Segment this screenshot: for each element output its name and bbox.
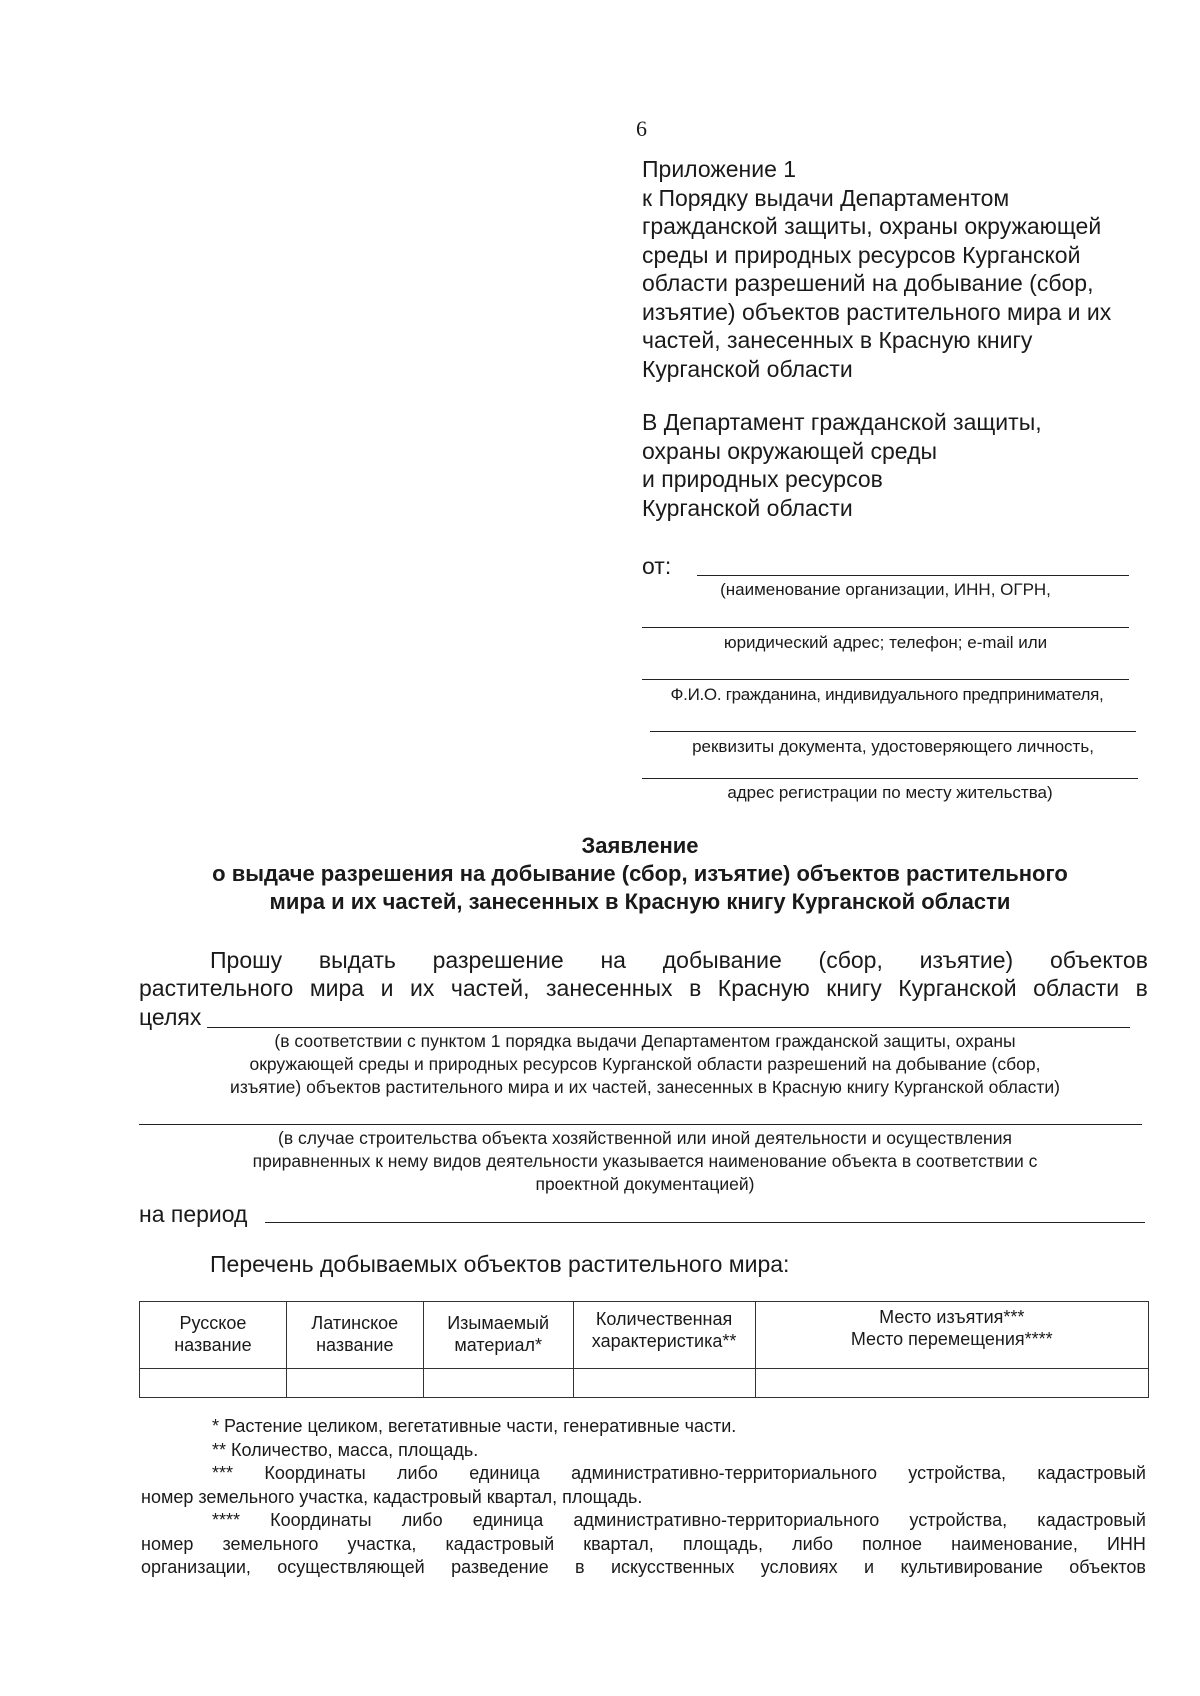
period-label: на период <box>139 1201 248 1227</box>
appendix-line: Курганской области <box>642 355 853 382</box>
table-header-row <box>140 1302 1149 1369</box>
table-cell[interactable] <box>140 1369 287 1398</box>
from-label: от: <box>642 553 672 579</box>
applicant-person-line[interactable] <box>642 679 1129 680</box>
purpose-label: целях <box>139 1004 202 1030</box>
footnote-1: * Растение целиком, вегетативные части, генеративные части. <box>212 1416 737 1436</box>
page-number: 6 <box>636 116 647 141</box>
purpose-fill-line[interactable] <box>207 1027 1130 1028</box>
footnote-4-line-3: организации, осуществляющей разведение в искусственных условиях и культивирование объектов <box>141 1557 1146 1577</box>
footnote-3-line-2: номер земельного участка, кадастровый квартал, площадь. <box>141 1486 643 1507</box>
footnote-4-line-2: номер земельного участка, кадастровый квартал, площадь, либо полное наименование, ИНН <box>141 1533 1146 1554</box>
appendix-line: частей, занесенных в Красную книгу <box>642 327 1033 353</box>
appendix-line: Приложение 1 <box>642 156 797 182</box>
from-caption: юридический адрес; телефон; e-mail или <box>723 633 1048 652</box>
table-row <box>140 1369 1149 1398</box>
column-header: Место изъятия*** Место перемещения**** <box>755 1302 1148 1369</box>
from-caption: адрес регистрации по месту жительства) <box>727 783 1053 802</box>
appendix-line: изъятие) объектов растительного мира и их <box>642 298 1112 325</box>
applicant-id-line[interactable] <box>650 731 1136 732</box>
column-header: Количественная характеристика** <box>573 1302 755 1369</box>
list-heading: Перечень добываемых объектов растительного мира: <box>210 1251 790 1277</box>
period-fill-line[interactable] <box>265 1222 1145 1223</box>
table-cell[interactable] <box>423 1369 573 1398</box>
applicant-registration-line[interactable] <box>642 778 1138 779</box>
title-line: о выдаче разрешения на добывание (сбор, изъятие) объектов растительного <box>212 861 1068 886</box>
footnote-2: ** Количество, масса, площадь. <box>212 1439 479 1460</box>
table-cell[interactable] <box>286 1369 423 1398</box>
object-fill-line[interactable] <box>139 1124 1142 1125</box>
table-cell[interactable] <box>573 1369 755 1398</box>
applicant-name-line[interactable] <box>697 575 1129 576</box>
appendix-line: гражданской защиты, охраны окружающей <box>642 213 1102 239</box>
object-note: (в случае строительства объекта хозяйственной или иной деятельности и осуществления приравненных к нему видов деятельности указывается наименование объекта в соответствии с проектной документацией) <box>252 1128 1038 1194</box>
appendix-line: среды и природных ресурсов Курганской <box>642 241 1081 268</box>
request-line-1: Прошу выдать разрешение на добывание (сбор, изъятие) объектов <box>210 947 1148 973</box>
applicant-address-line[interactable] <box>642 627 1129 628</box>
footnote-4-line-1: **** Координаты либо единица административно-территориального устройства, кадастровый <box>212 1510 1146 1530</box>
recipient-line: охраны окружающей среды <box>642 437 938 464</box>
document-title <box>120 832 1160 916</box>
title-line: Заявление <box>581 833 699 858</box>
recipient-line: и природных ресурсов <box>642 466 883 492</box>
appendix-line: области разрешений на добывание (сбор, <box>642 270 1094 296</box>
from-caption: Ф.И.О. гражданина, индивидуального предпринимателя, <box>670 685 1104 704</box>
recipient-line: В Департамент гражданской защиты, <box>642 409 1042 435</box>
from-caption: реквизиты документа, удостоверяющего личность, <box>692 737 1094 756</box>
footnote-3-line-1: *** Координаты либо единица административно-территориального устройства, кадастровый <box>212 1463 1146 1483</box>
plants-table <box>139 1301 1149 1398</box>
purpose-note: (в соответствии с пунктом 1 порядка выдачи Департаментом гражданской защиты, охраны окружающей среды и природных ресурсов Курганской области разрешений на добывание (сбор, изъятие) объектов растительного мира и их частей, занесенных в Красную книгу Курганской области) <box>230 1031 1060 1097</box>
appendix-line: к Порядку выдачи Департаментом <box>642 184 1010 211</box>
table-cell[interactable] <box>755 1369 1148 1398</box>
from-caption: (наименование организации, ИНН, ОГРН, <box>720 580 1051 599</box>
column-header: Изымаемый материал* <box>423 1302 573 1369</box>
recipient-line: Курганской области <box>642 494 853 521</box>
title-line: мира и их частей, занесенных в Красную книгу Курганской области <box>269 889 1011 914</box>
footnotes <box>141 1415 1146 1580</box>
column-header: Латинское название <box>286 1302 423 1369</box>
column-header: Русское название <box>140 1302 287 1369</box>
appendix-block <box>642 155 1182 383</box>
recipient-block <box>642 408 1042 522</box>
request-line-2: растительного мира и их частей, занесенных в Красную книгу Курганской области в <box>139 975 1148 1001</box>
